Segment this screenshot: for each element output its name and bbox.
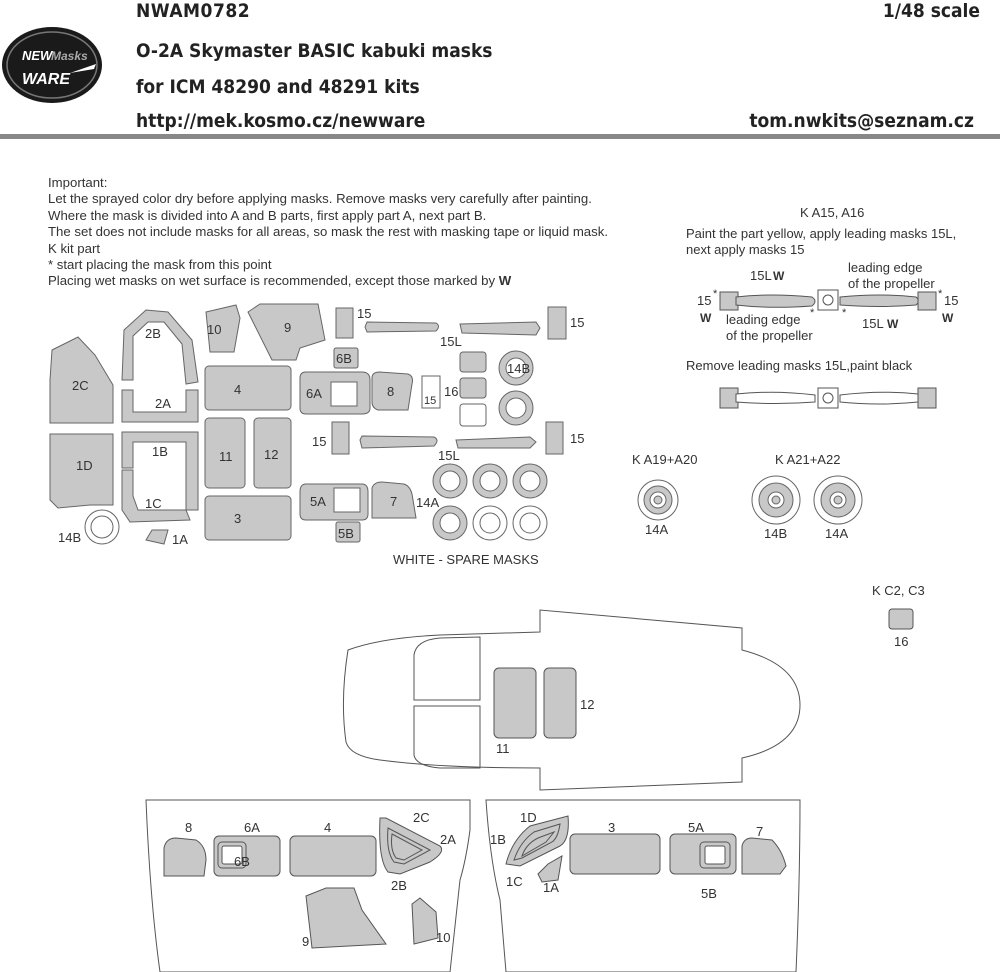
star-1: *	[713, 288, 718, 300]
top-label-12: 12	[580, 697, 595, 712]
note-line-2: Where the mask is divided into A and B parts, first apply part A, next part B.	[48, 207, 487, 223]
propeller-panel	[686, 205, 958, 408]
wheel-label-14a-1: 14A	[645, 522, 669, 537]
prop-le-bot-2: of the propeller	[726, 328, 813, 343]
prop-label-15-left: 15	[697, 293, 712, 308]
right-label-5b: 5B	[701, 886, 717, 901]
label-5b: 5B	[338, 526, 354, 541]
mask-4	[205, 366, 291, 410]
wheel-label-14a-2: 14A	[825, 526, 849, 541]
label-15-b: 15	[570, 315, 585, 330]
wheel-14a-1	[638, 480, 678, 520]
mask-2b	[122, 310, 198, 384]
wet-symbol: W	[498, 273, 512, 289]
mask-3	[205, 496, 291, 540]
label-15l-2: 15L	[438, 448, 460, 463]
part16-title: K C2, C3	[872, 583, 925, 598]
wheel-label-14b: 14B	[764, 526, 788, 541]
prop-label-15-right: 15	[944, 293, 959, 308]
mask-15-d	[546, 422, 563, 454]
right-label-7: 7	[756, 824, 764, 839]
prop-le-bot-1: leading edge	[726, 312, 801, 327]
prop-le-top-2: of the propeller	[848, 276, 935, 291]
label-1a: 1A	[172, 532, 188, 547]
label-14a-sheet: 14A	[416, 495, 440, 510]
label-16: 16	[444, 384, 459, 399]
mask-16-c	[460, 404, 486, 426]
left-label-6a: 6A	[244, 820, 260, 835]
note-line-6: Placing wet masks on wet surface is recommended, except those marked by W	[48, 273, 512, 289]
left-label-9: 9	[302, 934, 310, 949]
note-line-4: K kit part	[48, 240, 101, 256]
left-label-2c: 2C	[413, 810, 430, 825]
mask-1a	[146, 530, 168, 544]
wheels-group-1-title: K A19+A20	[632, 452, 698, 467]
label-2c: 2C	[72, 378, 89, 393]
mask-15l-4	[456, 437, 536, 448]
label-12: 12	[264, 447, 279, 462]
note-line-1: Let the sprayed color dry before applying masks. Remove masks very carefully after painting.	[48, 191, 592, 207]
label-15-d: 15	[570, 431, 585, 446]
wheel-14b	[752, 476, 800, 524]
right-label-3: 3	[608, 820, 616, 835]
scale-label: 1/48 scale	[882, 0, 980, 22]
mask-15l-1	[365, 322, 439, 332]
mask-16-b	[460, 378, 486, 398]
right-label-1a: 1A	[543, 880, 559, 895]
star-3: *	[810, 307, 815, 319]
label-4: 4	[234, 382, 242, 397]
left-label-2a: 2A	[440, 832, 456, 847]
star-2: *	[938, 288, 943, 300]
prop-title: K A15, A16	[800, 205, 865, 220]
right-label-5a: 5A	[688, 820, 704, 835]
note-line-3: The set does not include masks for all areas, so mask the rest with masking tape or liquid mask.	[48, 224, 608, 240]
label-1d: 1D	[76, 458, 93, 473]
prop-le-top-1: leading edge	[848, 260, 923, 275]
logo-word-new: NEW	[22, 48, 53, 63]
part16-panel	[872, 583, 925, 649]
left-label-10: 10	[436, 930, 451, 945]
mask-16-a	[460, 352, 486, 372]
wheels-panel	[632, 452, 862, 541]
label-1c: 1C	[145, 496, 162, 511]
logo-word-masks: Masks	[51, 49, 88, 63]
part16-label: 16	[894, 634, 909, 649]
mask-15l-3	[360, 436, 437, 448]
label-15-spare: 15	[424, 395, 437, 407]
label-9: 9	[284, 320, 292, 335]
mask-15-b	[548, 307, 566, 339]
mask-15-c	[332, 422, 349, 454]
label-8: 8	[387, 384, 395, 399]
mask-sheet	[50, 304, 566, 544]
wet-symbol-prop-4: W	[887, 317, 899, 331]
label-3: 3	[234, 511, 242, 526]
label-2b: 2B	[145, 326, 161, 341]
left-label-4: 4	[324, 820, 332, 835]
label-1b: 1B	[152, 444, 168, 459]
right-side-view	[486, 800, 800, 972]
newware-logo	[2, 27, 102, 103]
title-line-1: O-2A Skymaster BASIC kabuki masks	[136, 40, 493, 62]
label-10: 10	[207, 322, 222, 337]
prop-instruction-1: Paint the part yellow, apply leading masks 15L,	[686, 226, 957, 241]
wet-symbol-prop-1: W	[773, 269, 785, 283]
wheels-group-2-title: K A21+A22	[775, 452, 841, 467]
top-view	[343, 610, 800, 790]
title-line-2: for ICM 48290 and 48291 kits	[136, 76, 420, 98]
prop-label-15l-bot: 15L	[862, 316, 884, 331]
notes-title: Important:	[48, 175, 108, 190]
prop-instruction-2: next apply masks 15	[686, 242, 805, 257]
mask-15-a	[336, 308, 353, 338]
wheel-14a-2	[814, 476, 862, 524]
label-14b-sheet: 14B	[507, 361, 531, 376]
star-4: *	[842, 307, 847, 319]
label-11: 11	[219, 449, 233, 464]
wet-symbol-prop-3: W	[942, 311, 954, 325]
left-label-2b: 2B	[391, 878, 407, 893]
prop-label-15l-top: 15L	[750, 268, 772, 283]
wet-symbol-prop-2: W	[700, 311, 712, 325]
mask-15l-2	[460, 322, 540, 335]
left-label-8: 8	[185, 820, 193, 835]
label-5a: 5A	[310, 494, 326, 509]
propeller-1	[720, 290, 936, 310]
product-code: NWAM0782	[136, 0, 251, 22]
logo-word-ware: WARE	[22, 71, 70, 88]
label-15l-1: 15L	[440, 334, 462, 349]
label-6a: 6A	[306, 386, 322, 401]
right-label-1d: 1D	[520, 810, 537, 825]
label-spare-masks: WHITE - SPARE MASKS	[393, 552, 539, 567]
website-url[interactable]: http://mek.kosmo.cz/newware	[136, 110, 426, 132]
contact-email[interactable]: tom.nwkits@seznam.cz	[749, 110, 974, 132]
top-label-11: 11	[496, 741, 510, 756]
right-label-1b: 1B	[490, 832, 506, 847]
prop-instruction-3: Remove leading masks 15L,paint black	[686, 358, 913, 373]
right-label-1c: 1C	[506, 874, 523, 889]
label-2a: 2A	[155, 396, 171, 411]
label-15-c: 15	[312, 434, 327, 449]
label-7: 7	[390, 494, 398, 509]
label-14b-left: 14B	[58, 530, 82, 545]
label-15-a: 15	[357, 306, 372, 321]
propeller-2	[720, 388, 936, 408]
label-6b: 6B	[336, 351, 352, 366]
left-label-6b: 6B	[234, 854, 250, 869]
note-line-5: * start placing the mask from this point	[48, 257, 272, 273]
